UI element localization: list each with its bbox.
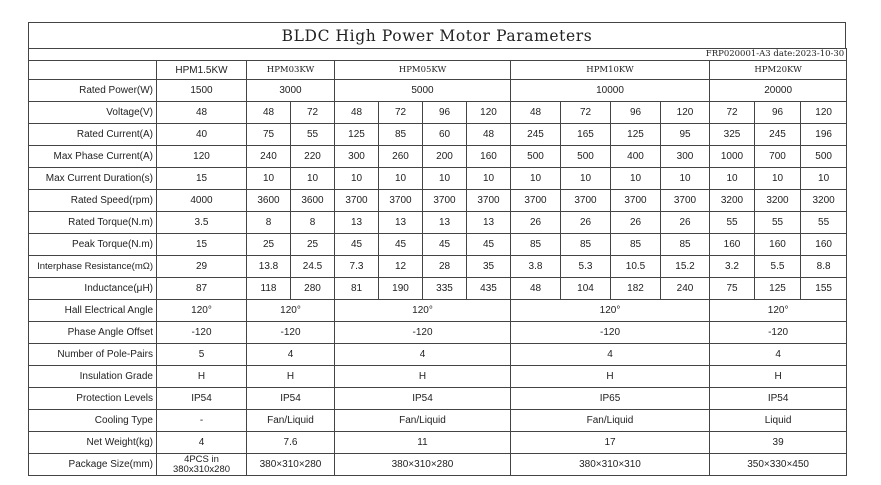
value-cell: 26 <box>511 212 561 234</box>
value-cell: 182 <box>611 278 661 300</box>
model-header: HPM05KW <box>335 61 511 80</box>
value-cell: 15 <box>157 168 247 190</box>
value-cell: 400 <box>611 146 661 168</box>
value-cell: 25 <box>247 234 291 256</box>
row-label: Inductance(μH) <box>29 278 157 300</box>
value-cell: 45 <box>379 234 423 256</box>
value-cell: -120 <box>511 322 710 344</box>
table-row <box>29 388 847 410</box>
value-cell: 72 <box>379 102 423 124</box>
value-cell: 45 <box>467 234 511 256</box>
row-label: Rated Torque(N.m) <box>29 212 157 234</box>
row-label: Cooling Type <box>29 410 157 432</box>
table-row <box>29 322 847 344</box>
value-cell: IP54 <box>157 388 247 410</box>
value-cell: H <box>247 366 335 388</box>
sheet-title: BLDC High Power Motor Parameters <box>28 22 846 48</box>
value-cell: 1500 <box>157 80 247 102</box>
value-cell: 24.5 <box>291 256 335 278</box>
value-cell: 5.5 <box>755 256 801 278</box>
value-cell: 10 <box>710 168 755 190</box>
value-cell: 4 <box>335 344 511 366</box>
value-cell: - <box>157 410 247 432</box>
value-cell: 8 <box>291 212 335 234</box>
value-cell: 29 <box>157 256 247 278</box>
value-cell: 12 <box>379 256 423 278</box>
value-cell: 500 <box>561 146 611 168</box>
doc-ref-row <box>29 49 847 61</box>
value-cell: 120 <box>661 102 710 124</box>
value-cell: H <box>157 366 247 388</box>
value-cell: 118 <box>247 278 291 300</box>
value-cell: H <box>710 366 847 388</box>
value-cell: 4PCS in 380x310x280 <box>157 454 247 476</box>
value-cell: 81 <box>335 278 379 300</box>
value-cell: 72 <box>291 102 335 124</box>
value-cell: 8.8 <box>801 256 847 278</box>
parameter-sheet <box>28 22 846 476</box>
value-cell: 96 <box>755 102 801 124</box>
value-cell: 15 <box>157 234 247 256</box>
value-cell: 380×310×310 <box>511 454 710 476</box>
value-cell: 96 <box>423 102 467 124</box>
value-cell: 26 <box>561 212 611 234</box>
value-cell: -120 <box>335 322 511 344</box>
value-cell: 120 <box>157 146 247 168</box>
value-cell: 190 <box>379 278 423 300</box>
value-cell: 3700 <box>561 190 611 212</box>
row-label: Phase Angle Offset <box>29 322 157 344</box>
value-cell: 160 <box>801 234 847 256</box>
value-cell: 4 <box>157 432 247 454</box>
value-cell: 165 <box>561 124 611 146</box>
row-label: Rated Current(A) <box>29 124 157 146</box>
value-cell: 45 <box>335 234 379 256</box>
row-label: Max Phase Current(A) <box>29 146 157 168</box>
model-header-row <box>29 61 847 80</box>
value-cell: 10 <box>379 168 423 190</box>
value-cell: 3700 <box>511 190 561 212</box>
model-header: HPM03KW <box>247 61 335 80</box>
value-cell: 48 <box>511 278 561 300</box>
value-cell: 10 <box>801 168 847 190</box>
value-cell: 55 <box>755 212 801 234</box>
value-cell: 75 <box>247 124 291 146</box>
value-cell: 350×330×450 <box>710 454 847 476</box>
value-cell: 10 <box>467 168 511 190</box>
value-cell: 26 <box>661 212 710 234</box>
row-label: Rated Power(W) <box>29 80 157 102</box>
row-label: Voltage(V) <box>29 102 157 124</box>
value-cell: 125 <box>755 278 801 300</box>
table-row <box>29 212 847 234</box>
value-cell: 196 <box>801 124 847 146</box>
table-row <box>29 234 847 256</box>
row-label: Number of Pole-Pairs <box>29 344 157 366</box>
value-cell: 120° <box>335 300 511 322</box>
value-cell: Fan/Liquid <box>511 410 710 432</box>
table-row <box>29 146 847 168</box>
table-row <box>29 80 847 102</box>
value-cell: 45 <box>423 234 467 256</box>
row-label: Package Size(mm) <box>29 454 157 476</box>
parameter-table <box>28 48 847 476</box>
value-cell: 10 <box>561 168 611 190</box>
row-label: Max Current Duration(s) <box>29 168 157 190</box>
doc-ref: FRP020001-A3 date:2023-10-30 <box>29 49 847 61</box>
value-cell: 10000 <box>511 80 710 102</box>
value-cell: 95 <box>661 124 710 146</box>
value-cell: 245 <box>511 124 561 146</box>
row-label: Interphase Resistance(mΩ) <box>29 256 157 278</box>
value-cell: 155 <box>801 278 847 300</box>
value-cell: 3200 <box>801 190 847 212</box>
value-cell: 3600 <box>291 190 335 212</box>
value-cell: 13 <box>467 212 511 234</box>
value-cell: -120 <box>247 322 335 344</box>
value-cell: 3700 <box>423 190 467 212</box>
value-cell: 300 <box>335 146 379 168</box>
value-cell: 17 <box>511 432 710 454</box>
model-header: HPM10KW <box>511 61 710 80</box>
value-cell: 7.6 <box>247 432 335 454</box>
table-row <box>29 344 847 366</box>
value-cell: 35 <box>467 256 511 278</box>
table-row <box>29 190 847 212</box>
value-cell: 3700 <box>611 190 661 212</box>
value-cell: 55 <box>291 124 335 146</box>
corner-cell <box>29 61 157 80</box>
value-cell: 700 <box>755 146 801 168</box>
value-cell: 240 <box>247 146 291 168</box>
value-cell: 13 <box>423 212 467 234</box>
value-cell: 39 <box>710 432 847 454</box>
value-cell: 10 <box>247 168 291 190</box>
value-cell: 48 <box>335 102 379 124</box>
value-cell: 325 <box>710 124 755 146</box>
value-cell: 260 <box>379 146 423 168</box>
table-row <box>29 300 847 322</box>
value-cell: 10.5 <box>611 256 661 278</box>
value-cell: 5 <box>157 344 247 366</box>
value-cell: 160 <box>710 234 755 256</box>
value-cell: IP54 <box>710 388 847 410</box>
value-cell: 120° <box>247 300 335 322</box>
value-cell: 85 <box>661 234 710 256</box>
value-cell: 435 <box>467 278 511 300</box>
table-row <box>29 124 847 146</box>
row-label: Insulation Grade <box>29 366 157 388</box>
table-row <box>29 410 847 432</box>
value-cell: 3600 <box>247 190 291 212</box>
value-cell: 10 <box>661 168 710 190</box>
value-cell: 120° <box>157 300 247 322</box>
value-cell: IP65 <box>511 388 710 410</box>
value-cell: 240 <box>661 278 710 300</box>
value-cell: H <box>511 366 710 388</box>
value-cell: 245 <box>755 124 801 146</box>
value-cell: 104 <box>561 278 611 300</box>
value-cell: Fan/Liquid <box>247 410 335 432</box>
table-row <box>29 432 847 454</box>
value-cell: 48 <box>157 102 247 124</box>
value-cell: 75 <box>710 278 755 300</box>
value-cell: 55 <box>710 212 755 234</box>
value-cell: 4 <box>511 344 710 366</box>
value-cell: 3700 <box>379 190 423 212</box>
value-cell: 3700 <box>467 190 511 212</box>
value-cell: 13 <box>335 212 379 234</box>
value-cell: 500 <box>511 146 561 168</box>
value-cell: 160 <box>755 234 801 256</box>
table-row <box>29 278 847 300</box>
value-cell: Liquid <box>710 410 847 432</box>
value-cell: -120 <box>710 322 847 344</box>
value-cell: 85 <box>611 234 661 256</box>
value-cell: H <box>335 366 511 388</box>
value-cell: 13.8 <box>247 256 291 278</box>
row-label: Protection Levels <box>29 388 157 410</box>
value-cell: 55 <box>801 212 847 234</box>
value-cell: 3700 <box>335 190 379 212</box>
value-cell: 26 <box>611 212 661 234</box>
value-cell: 87 <box>157 278 247 300</box>
value-cell: 120° <box>511 300 710 322</box>
table-row <box>29 366 847 388</box>
value-cell: 120 <box>467 102 511 124</box>
value-cell: 125 <box>611 124 661 146</box>
value-cell: 7.3 <box>335 256 379 278</box>
value-cell: 3700 <box>661 190 710 212</box>
value-cell: 335 <box>423 278 467 300</box>
value-cell: 125 <box>335 124 379 146</box>
value-cell: 25 <box>291 234 335 256</box>
row-label: Rated Speed(rpm) <box>29 190 157 212</box>
value-cell: 120° <box>710 300 847 322</box>
value-cell: 72 <box>561 102 611 124</box>
value-cell: 380×310×280 <box>335 454 511 476</box>
value-cell: 3.5 <box>157 212 247 234</box>
value-cell: 200 <box>423 146 467 168</box>
row-label: Net Weight(kg) <box>29 432 157 454</box>
value-cell: 5000 <box>335 80 511 102</box>
value-cell: 10 <box>755 168 801 190</box>
value-cell: 10 <box>611 168 661 190</box>
value-cell: 3200 <box>755 190 801 212</box>
value-cell: 280 <box>291 278 335 300</box>
value-cell: -120 <box>157 322 247 344</box>
value-cell: 3.2 <box>710 256 755 278</box>
value-cell: 96 <box>611 102 661 124</box>
value-cell: 500 <box>801 146 847 168</box>
value-cell: 85 <box>511 234 561 256</box>
value-cell: 72 <box>710 102 755 124</box>
row-label: Peak Torque(N.m) <box>29 234 157 256</box>
value-cell: 13 <box>379 212 423 234</box>
value-cell: 5.3 <box>561 256 611 278</box>
value-cell: 48 <box>247 102 291 124</box>
value-cell: 4 <box>247 344 335 366</box>
value-cell: 4000 <box>157 190 247 212</box>
value-cell: 4 <box>710 344 847 366</box>
row-label: Hall Electrical Angle <box>29 300 157 322</box>
value-cell: 3000 <box>247 80 335 102</box>
value-cell: 220 <box>291 146 335 168</box>
table-row <box>29 102 847 124</box>
value-cell: 85 <box>379 124 423 146</box>
table-row <box>29 168 847 190</box>
value-cell: IP54 <box>335 388 511 410</box>
value-cell: Fan/Liquid <box>335 410 511 432</box>
value-cell: 15.2 <box>661 256 710 278</box>
value-cell: 3200 <box>710 190 755 212</box>
value-cell: 10 <box>511 168 561 190</box>
value-cell: 380×310×280 <box>247 454 335 476</box>
value-cell: 10 <box>335 168 379 190</box>
value-cell: 20000 <box>710 80 847 102</box>
value-cell: 3.8 <box>511 256 561 278</box>
table-row <box>29 454 847 476</box>
value-cell: 11 <box>335 432 511 454</box>
value-cell: 48 <box>467 124 511 146</box>
model-header: HPM1.5KW <box>157 61 247 80</box>
value-cell: 28 <box>423 256 467 278</box>
value-cell: IP54 <box>247 388 335 410</box>
value-cell: 48 <box>511 102 561 124</box>
value-cell: 1000 <box>710 146 755 168</box>
value-cell: 120 <box>801 102 847 124</box>
value-cell: 160 <box>467 146 511 168</box>
value-cell: 300 <box>661 146 710 168</box>
value-cell: 10 <box>423 168 467 190</box>
value-cell: 60 <box>423 124 467 146</box>
model-header: HPM20KW <box>710 61 847 80</box>
value-cell: 40 <box>157 124 247 146</box>
table-row <box>29 256 847 278</box>
value-cell: 10 <box>291 168 335 190</box>
value-cell: 8 <box>247 212 291 234</box>
value-cell: 85 <box>561 234 611 256</box>
